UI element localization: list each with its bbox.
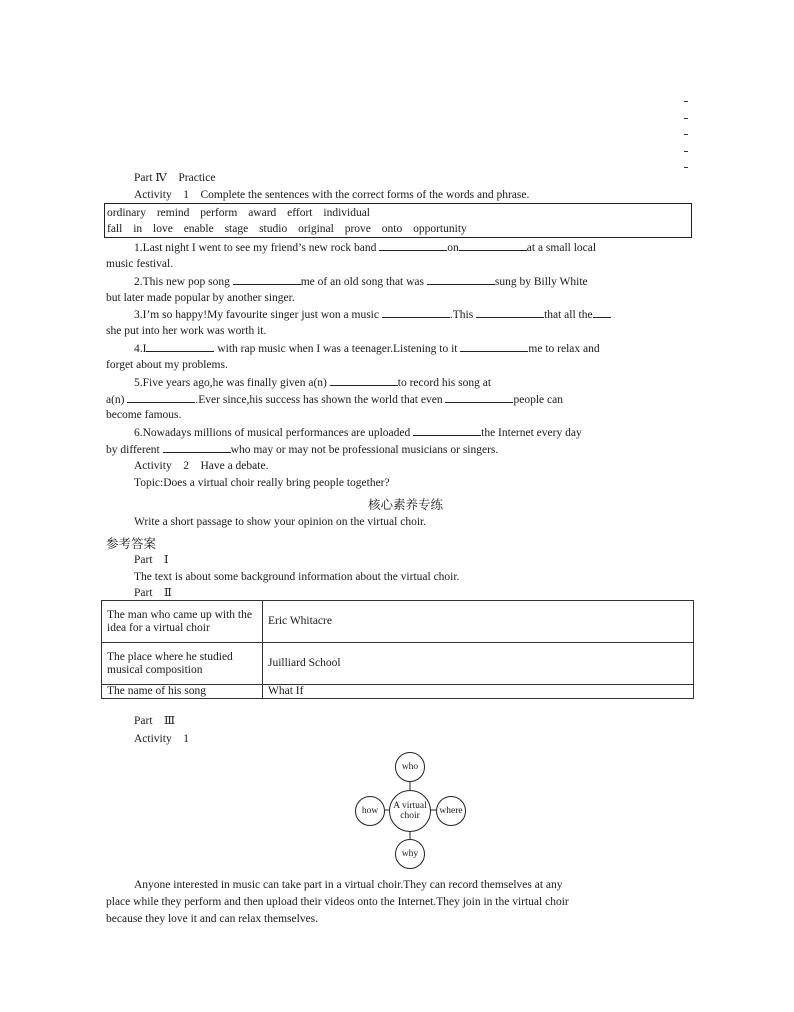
sentence-4-cont: forget about my problems. bbox=[106, 359, 228, 371]
answer-blank[interactable] bbox=[146, 340, 214, 352]
answer-blank[interactable] bbox=[445, 391, 513, 403]
answer-blank[interactable] bbox=[379, 239, 447, 251]
margin-dash bbox=[684, 118, 688, 119]
answers-title: 参考答案 bbox=[106, 536, 157, 551]
diagram-node-center: A virtual choir bbox=[389, 790, 431, 832]
margin-dash bbox=[684, 151, 688, 152]
sentence-6: 6.Nowadays millions of musical performances are uploaded the Internet every day bbox=[134, 424, 678, 441]
sentence-6-cont: by different who may or may not be professional musicians or singers. bbox=[106, 441, 678, 458]
answer-part2-label: Part Ⅱ bbox=[134, 587, 172, 599]
answer-blank[interactable] bbox=[476, 306, 544, 318]
table-cell-answer: Eric Whitacre bbox=[263, 601, 694, 643]
word-box-row-2: fall in love enable stage studio original prove onto opportunity bbox=[107, 223, 467, 235]
table-cell-question: The place where he studied musical composition bbox=[102, 643, 263, 685]
sentence-5-end: become famous. bbox=[106, 409, 182, 421]
answer-blank[interactable] bbox=[330, 374, 398, 386]
margin-dash bbox=[684, 167, 688, 168]
diagram-node-who: who bbox=[395, 752, 425, 782]
activity1-instruction: Activity 1 Complete the sentences with the correct forms of the words and phrase. bbox=[134, 189, 530, 201]
answer-blank[interactable] bbox=[233, 273, 301, 285]
sentence-1-cont: music festival. bbox=[106, 258, 174, 270]
sentence-2-cont: but later made popular by another singer. bbox=[106, 292, 295, 304]
answer-part1-label: Part Ⅰ bbox=[134, 554, 169, 566]
sentence-4: 4.I with rap music when I was a teenager.Listening to it me to relax and bbox=[134, 340, 678, 357]
answer-activity1-label: Activity 1 bbox=[134, 733, 189, 745]
answer-table bbox=[101, 600, 694, 699]
diagram-node-how: how bbox=[355, 796, 385, 826]
sentence-3-cont: she put into her work was worth it. bbox=[106, 325, 267, 337]
answer-paragraph-line-1: Anyone interested in music can take part in a virtual choir.They can record themselves at any bbox=[134, 879, 563, 891]
answer-part3-label: Part Ⅲ bbox=[134, 715, 176, 727]
answer-blank[interactable] bbox=[382, 306, 450, 318]
table-cell-question: The name of his song bbox=[102, 685, 263, 699]
table-cell-question: The man who came up with the idea for a virtual choir bbox=[102, 601, 263, 643]
answer-blank[interactable] bbox=[127, 391, 195, 403]
answer-blank[interactable] bbox=[459, 239, 527, 251]
activity2-instruction: Activity 2 Have a debate. bbox=[134, 460, 269, 472]
part4-title: Part Ⅳ Practice bbox=[134, 172, 216, 184]
answer-blank[interactable] bbox=[163, 441, 231, 453]
word-box bbox=[104, 203, 692, 238]
debate-topic: Topic:Does a virtual choir really bring people together? bbox=[134, 477, 390, 489]
table-cell-answer: Juilliard School bbox=[263, 643, 694, 685]
core-literacy-title: 核心素养专练 bbox=[368, 497, 444, 512]
margin-dash bbox=[684, 101, 688, 102]
diagram-node-why: why bbox=[395, 839, 425, 869]
sentence-1: 1.Last night I went to see my friend’s new rock band on at a small local bbox=[134, 239, 678, 256]
sentence-3: 3.I’m so happy!My favourite singer just won a music .This that all the bbox=[134, 306, 678, 323]
answer-blank[interactable] bbox=[593, 306, 611, 318]
answer-blank[interactable] bbox=[413, 424, 481, 436]
table-row bbox=[102, 685, 694, 699]
word-box-row-1: ordinary remind perform award effort individual bbox=[107, 207, 371, 219]
writing-task: Write a short passage to show your opinion on the virtual choir. bbox=[134, 516, 427, 528]
table-cell-answer: What If bbox=[263, 685, 694, 699]
table-row bbox=[102, 601, 694, 643]
answer-paragraph-line-2: place while they perform and then upload their videos onto the Internet.They join in the virtual choir bbox=[106, 896, 569, 908]
diagram-node-where: where bbox=[436, 796, 466, 826]
answer-paragraph-line-3: because they love it and can relax themselves. bbox=[106, 913, 319, 925]
answer-blank[interactable] bbox=[460, 340, 528, 352]
table-row bbox=[102, 643, 694, 685]
answer-part1-text: The text is about some background information about the virtual choir. bbox=[134, 571, 460, 583]
margin-dash bbox=[684, 134, 688, 135]
sentence-2: 2.This new pop song me of an old song that was sung by Billy White bbox=[134, 273, 678, 290]
sentence-5-cont: a(n) .Ever since,his success has shown the world that even people can bbox=[106, 391, 678, 408]
sentence-5: 5.Five years ago,he was finally given a(n) to record his song at bbox=[134, 374, 678, 391]
answer-blank[interactable] bbox=[427, 273, 495, 285]
